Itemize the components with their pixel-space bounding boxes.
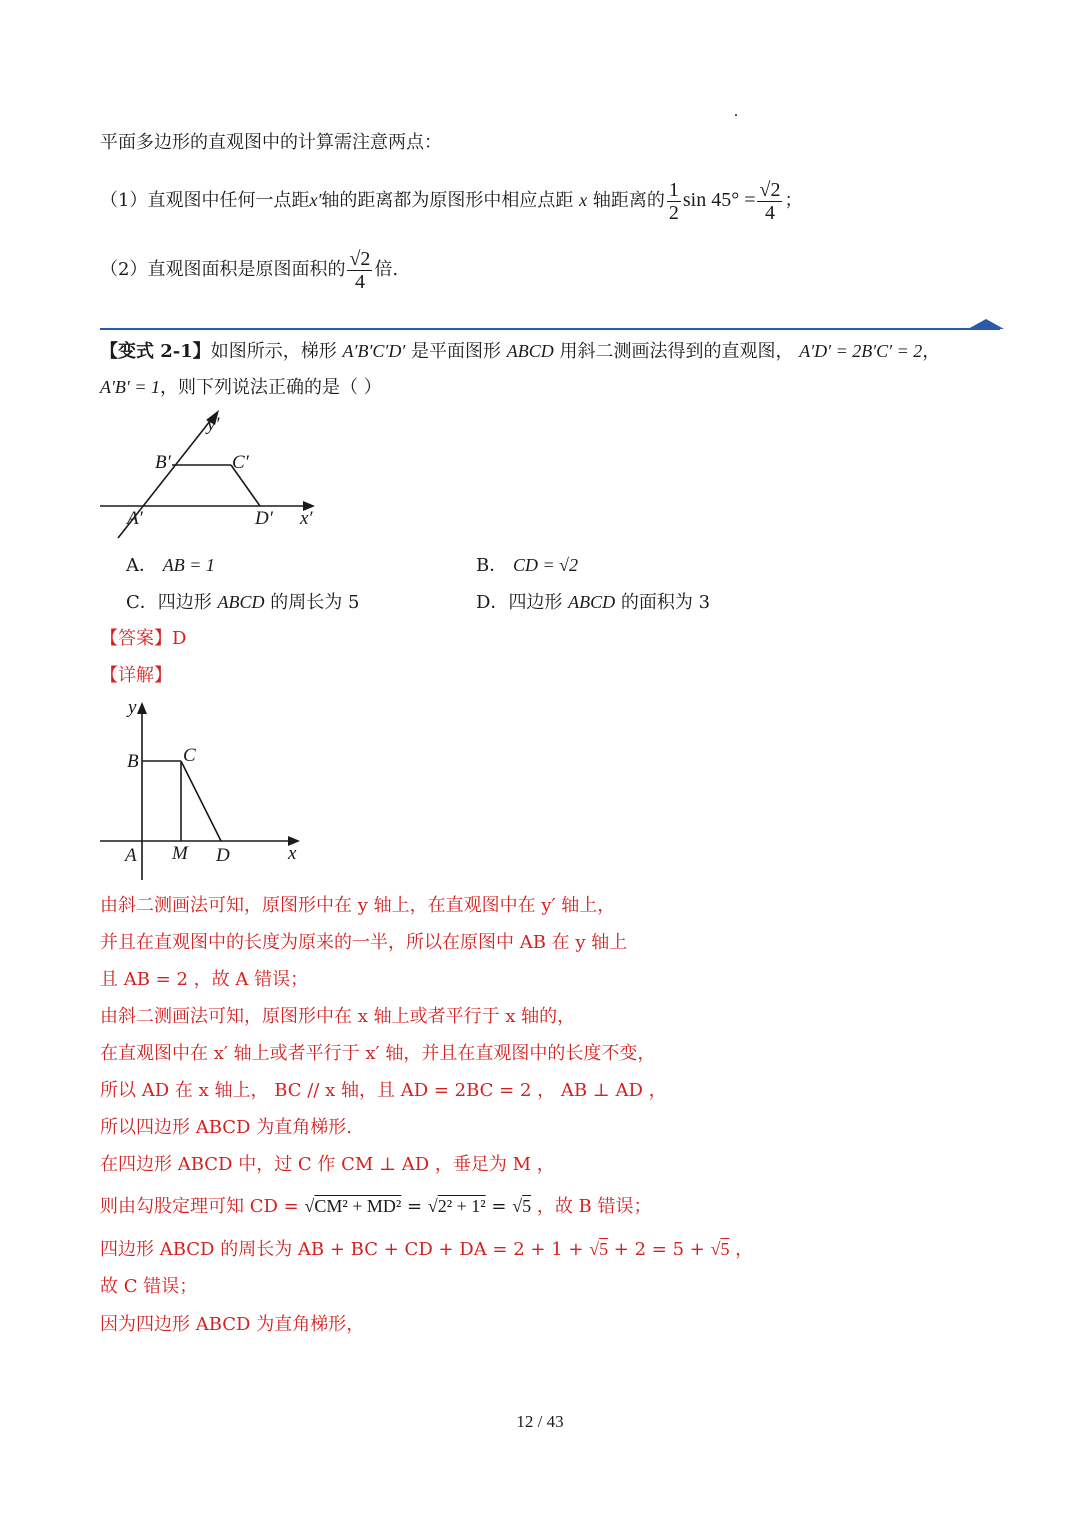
- label-x: x: [288, 843, 297, 864]
- solution-9-a: 则由勾股定理可知 CD =: [100, 1196, 305, 1217]
- label-y-prime: y′: [207, 414, 220, 435]
- solution-9-b: =: [401, 1196, 428, 1217]
- original-figure: [95, 695, 310, 885]
- problem-text-4: ，: [922, 341, 941, 362]
- label-y: y: [128, 697, 137, 718]
- radicand: 5: [720, 1239, 730, 1259]
- radical-5: √5: [710, 1239, 730, 1259]
- fraction-denominator: 2: [668, 201, 679, 224]
- option-d: [476, 589, 710, 616]
- answer-line: 【答案】D: [100, 628, 187, 649]
- label-a-prime: A′: [127, 508, 143, 529]
- label-b-prime: B′: [155, 452, 171, 473]
- option-b: [476, 552, 578, 579]
- problem-cond-1: A′D′ = 2B′C′ = 2: [799, 341, 923, 361]
- option-c-shape: ABCD: [217, 592, 265, 612]
- point-1-mid2: 轴距离的: [592, 190, 665, 211]
- radicand: 5: [599, 1239, 609, 1259]
- problem-cond-2: A′B′ = 1: [100, 377, 161, 397]
- solution-9-c: =: [485, 1196, 513, 1217]
- point-1-line: [100, 176, 802, 225]
- solution-10-c: ，: [729, 1239, 754, 1260]
- oblique-figure: [95, 408, 325, 543]
- problem-shape-2: ABCD: [506, 341, 554, 361]
- label-b: B: [127, 751, 139, 772]
- solution-line-2: 并且在直观图中的长度为原来的一半，所以在原图中 AB 在 y 轴上: [100, 932, 628, 953]
- option-b-label: B．: [476, 555, 508, 576]
- point-1-end: ；: [784, 190, 803, 211]
- option-b-text: CD = √2: [512, 555, 578, 575]
- option-c-label: C．: [126, 592, 158, 613]
- solution-line-4: 由斜二测画法可知，原图形中在 x 轴上或者平行于 x 轴的，: [100, 1006, 576, 1027]
- detail-label: 【详解】: [100, 665, 172, 686]
- page-number: 12 / 43: [516, 1412, 564, 1431]
- label-m: M: [172, 843, 188, 864]
- solution-line-3: 且 AB = 2 ，故 A 错误；: [100, 969, 309, 990]
- radicand: 2² + 1²: [437, 1196, 486, 1216]
- option-d-label: D．: [476, 592, 509, 613]
- label-d: D: [216, 845, 230, 866]
- option-a-text: AB = 1: [162, 555, 215, 575]
- solution-10-b: + 2 = 5 +: [608, 1239, 711, 1260]
- option-c-text-1: 四边形: [157, 592, 212, 613]
- solution-line-11: 故 C 错误；: [100, 1276, 198, 1297]
- point-1-axis: x′: [309, 190, 322, 210]
- fraction-numerator: √2: [349, 247, 371, 270]
- fraction-denominator: 4: [354, 270, 365, 293]
- radical-cm-md: √CM² + MD²: [304, 1196, 402, 1216]
- solution-line-10: [100, 1236, 753, 1263]
- point-2-prefix: （2）直观图面积是原图面积的: [100, 259, 346, 280]
- point-1-axis2: x: [579, 190, 588, 210]
- solution-line-1: 由斜二测画法可知，原图形中在 y 轴上，在直观图中在 y′ 轴上，: [100, 895, 616, 916]
- problem-text-5: ，则下列说法正确的是（ ）: [160, 377, 382, 398]
- solution-10-a: 四边形 ABCD 的周长为 AB + BC + CD + DA = 2 + 1 +: [100, 1239, 590, 1260]
- radical-2-1: √2² + 1²: [427, 1196, 486, 1216]
- problem-text-1: 如图所示，梯形: [210, 341, 337, 362]
- option-d-shape: ABCD: [568, 592, 616, 612]
- radical-5: √5: [589, 1239, 609, 1259]
- option-d-text-2: 的面积为 3: [620, 592, 711, 613]
- option-c: [126, 589, 359, 616]
- sin-45: sin 45° =: [682, 189, 756, 211]
- fraction-denominator: 4: [764, 201, 775, 224]
- point-1-prefix: （1）直观图中任何一点距: [100, 190, 310, 211]
- problem-line-2: [100, 374, 382, 401]
- label-c: C: [183, 745, 196, 766]
- fraction-one-half: [667, 179, 681, 224]
- section-divider: [100, 328, 1000, 330]
- fraction-numerator: 1: [668, 178, 679, 201]
- option-d-text-1: 四边形: [508, 592, 563, 613]
- problem-tag: 【变式 2-1】: [100, 341, 211, 362]
- y-axis-arrow-icon: [137, 702, 147, 714]
- speck-mark: [735, 114, 737, 116]
- radicand: 5: [522, 1196, 532, 1216]
- problem-text-3: 用斜二测画法得到的直观图，: [559, 341, 794, 362]
- solution-line-5: 在直观图中在 x′ 轴上或者平行于 x′ 轴，并且在直观图中的长度不变，: [100, 1043, 656, 1064]
- option-a: [126, 552, 215, 579]
- label-c-prime: C′: [232, 452, 249, 473]
- solution-line-8: 在四边形 ABCD 中，过 C 作 CM ⊥ AD ，垂足为 M ，: [100, 1154, 555, 1175]
- divider-triangle-icon: [968, 319, 1004, 329]
- radicand: CM² + MD²: [314, 1196, 402, 1216]
- point-2-end: 倍.: [374, 259, 399, 280]
- solution-line-6: 所以 AD 在 x 轴上， BC // x 轴，且 AD = 2BC = 2 ， AB ⊥ AD ，: [100, 1080, 667, 1101]
- point-1-mid: 轴的距离都为原图形中相应点距: [321, 190, 574, 211]
- option-c-text-2: 的周长为 5: [270, 592, 360, 613]
- segment-c-d: [181, 761, 221, 841]
- solution-line-12: 因为四边形 ABCD 为直角梯形，: [100, 1314, 365, 1335]
- point-2-line: [100, 246, 398, 294]
- option-a-label: A．: [126, 555, 157, 576]
- problem-shape-1: A′B′C′D′: [342, 341, 406, 361]
- problem-text-2: 是平面图形: [411, 341, 502, 362]
- label-d-prime: D′: [255, 508, 273, 529]
- solution-line-7: 所以四边形 ABCD 为直角梯形.: [100, 1117, 352, 1138]
- label-x-prime: x′: [300, 508, 313, 529]
- fraction-root2-over-4: [757, 179, 782, 224]
- intro-line: 平面多边形的直观图中的计算需注意两点：: [100, 132, 442, 153]
- fraction-root2-over-4: [347, 248, 372, 293]
- fraction-numerator: √2: [759, 178, 781, 201]
- solution-9-d: ，故 B 错误；: [531, 1196, 652, 1217]
- solution-line-9: [100, 1193, 652, 1220]
- label-a: A: [125, 845, 137, 866]
- radical-5: √5: [512, 1196, 532, 1216]
- problem-line-1: [100, 338, 940, 365]
